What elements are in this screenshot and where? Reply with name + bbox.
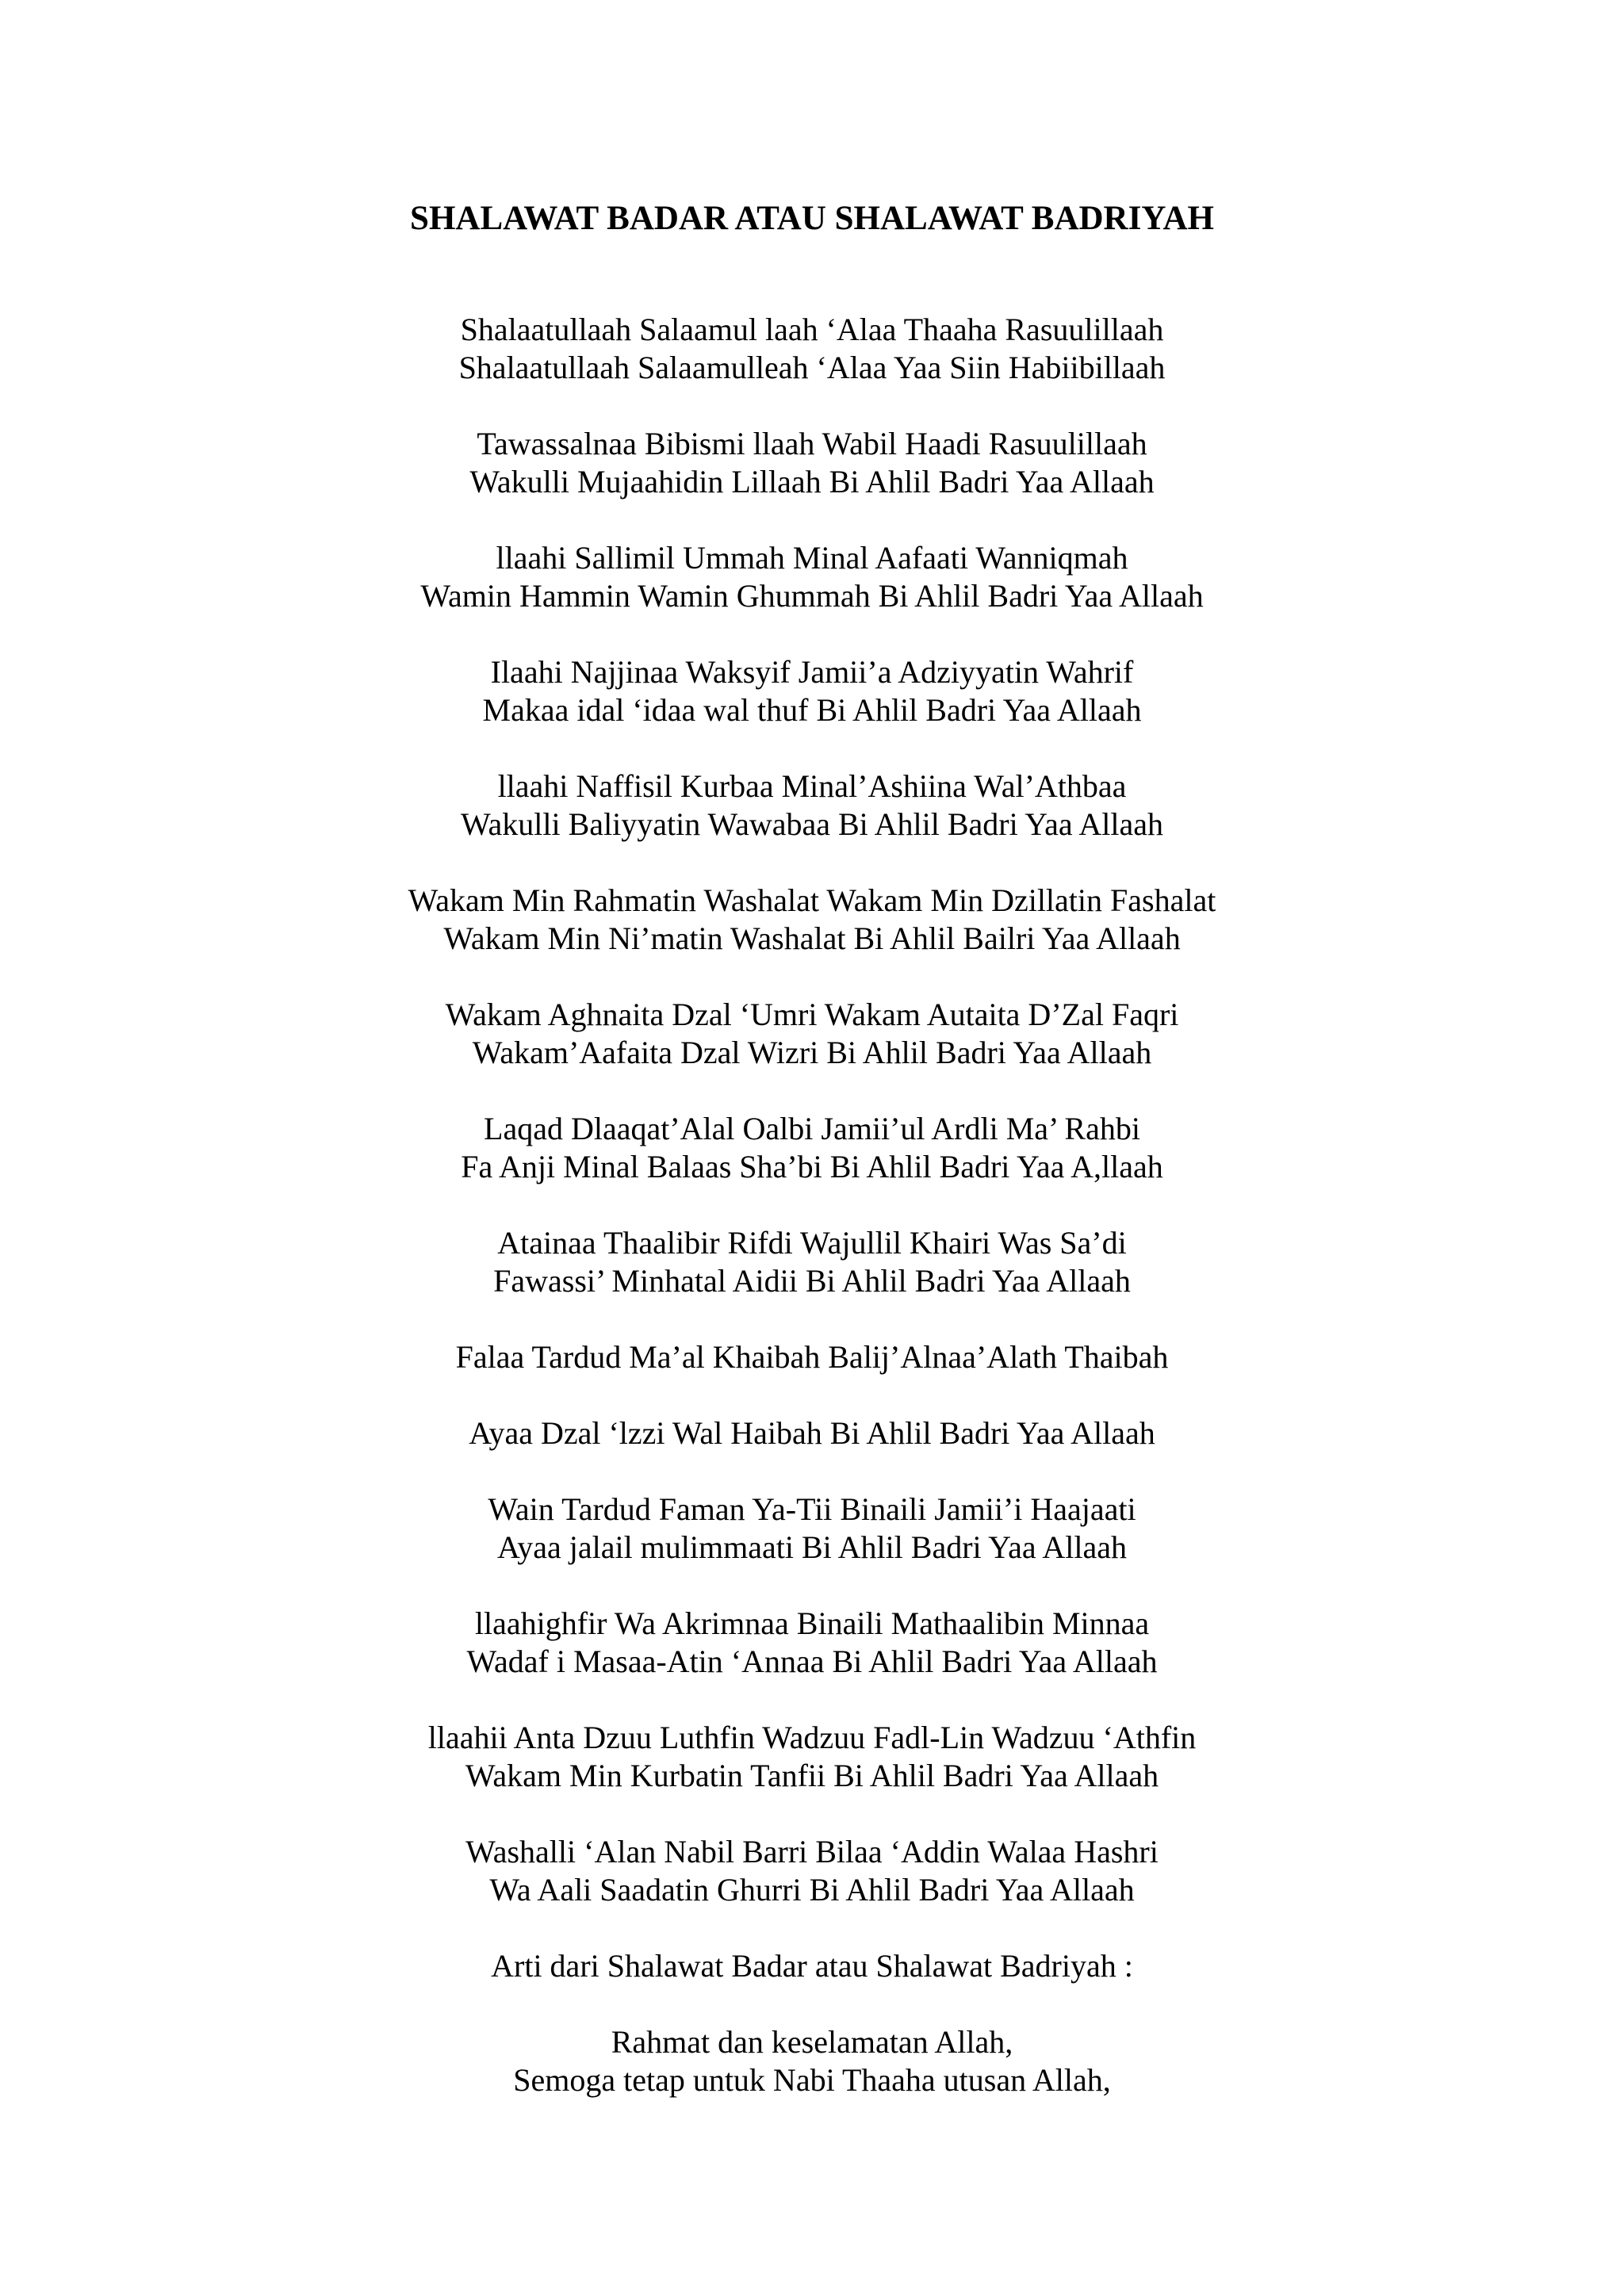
stanza — [0, 1947, 1624, 1985]
stanza-line: Tawassalnaa Bibismi llaah Wabil Haadi Rasuulillaah — [477, 426, 1147, 461]
stanza-line: Makaa idal ‘idaa wal thuf Bi Ahlil Badri Yaa Allaah — [482, 692, 1142, 728]
stanza-line: Laqad Dlaaqat’Alal Oalbi Jamii’ul Ardli Ma’ Rahbi — [484, 1111, 1140, 1146]
lyrics-body — [0, 311, 1624, 2137]
stanza — [0, 425, 1624, 501]
stanza-line: Wakam Min Rahmatin Washalat Wakam Min Dzillatin Fashalat — [408, 882, 1216, 918]
stanza-line: Ilaahi Najjinaa Waksyif Jamii’a Adziyyatin Wahrif — [490, 654, 1134, 690]
stanza-line: Wakam Min Ni’matin Washalat Bi Ahlil Bailri Yaa Allaah — [443, 920, 1181, 956]
stanza-line: Ayaa Dzal ‘lzzi Wal Haibah Bi Ahlil Badri Yaa Allaah — [469, 1415, 1155, 1451]
stanza-line: Wain Tardud Faman Ya-Tii Binaili Jamii’i Haajaati — [488, 1491, 1136, 1527]
stanza-line: Wa Aali Saadatin Ghurri Bi Ahlil Badri Yaa Allaah — [489, 1872, 1135, 1908]
stanza — [0, 996, 1624, 1072]
stanza — [0, 1605, 1624, 1681]
stanza-line: llaahi Sallimil Ummah Minal Aafaati Wanniqmah — [496, 540, 1128, 576]
stanza — [0, 1414, 1624, 1452]
stanza-line: Arti dari Shalawat Badar atau Shalawat Badriyah : — [491, 1948, 1133, 1984]
stanza-line: llaahi Naffisil Kurbaa Minal’Ashiina Wal’Athbaa — [497, 768, 1127, 804]
stanza — [0, 882, 1624, 958]
stanza-line: Wakulli Baliyyatin Wawabaa Bi Ahlil Badri Yaa Allaah — [460, 806, 1163, 842]
stanza-line: Wakam’Aafaita Dzal Wizri Bi Ahlil Badri Yaa Allaah — [472, 1035, 1152, 1070]
stanza — [0, 1224, 1624, 1300]
stanza-line: Wakam Min Kurbatin Tanfii Bi Ahlil Badri Yaa Allaah — [465, 1758, 1159, 1793]
stanza-line: Shalaatullaah Salaamul laah ‘Alaa Thaaha Rasuulillaah — [460, 312, 1164, 347]
stanza-line: llaahii Anta Dzuu Luthfin Wadzuu Fadl-Lin Wadzuu ‘Athfin — [427, 1720, 1197, 1755]
stanza — [0, 1719, 1624, 1795]
stanza-line: Ayaa jalail mulimmaati Bi Ahlil Badri Yaa Allaah — [497, 1529, 1127, 1565]
stanza-line: Washalli ‘Alan Nabil Barri Bilaa ‘Addin Walaa Hashri — [465, 1834, 1159, 1869]
page-title: SHALAWAT BADAR ATAU SHALAWAT BADRIYAH — [410, 200, 1214, 237]
stanza-line: Wakulli Mujaahidin Lillaah Bi Ahlil Badri Yaa Allaah — [469, 464, 1155, 499]
stanza — [0, 539, 1624, 615]
stanza-line: Wakam Aghnaita Dzal ‘Umri Wakam Autaita D’Zal Faqri — [445, 997, 1179, 1032]
stanza — [0, 653, 1624, 729]
stanza-line: Wadaf i Masaa-Atin ‘Annaa Bi Ahlil Badri Yaa Allaah — [466, 1644, 1158, 1679]
stanza — [0, 767, 1624, 844]
stanza-line: Wamin Hammin Wamin Ghummah Bi Ahlil Badri Yaa Allaah — [420, 578, 1204, 614]
stanza — [0, 1338, 1624, 1376]
stanza-line: Fa Anji Minal Balaas Sha’bi Bi Ahlil Badri Yaa A,llaah — [461, 1149, 1163, 1184]
stanza — [0, 311, 1624, 387]
stanza-line: Shalaatullaah Salaamulleah ‘Alaa Yaa Siin Habiibillaah — [458, 350, 1166, 385]
stanza-line: Semoga tetap untuk Nabi Thaaha utusan Allah, — [513, 2062, 1111, 2098]
stanza — [0, 1490, 1624, 1567]
stanza — [0, 1110, 1624, 1186]
stanza-line: Fawassi’ Minhatal Aidii Bi Ahlil Badri Yaa Allaah — [493, 1263, 1131, 1299]
stanza — [0, 2023, 1624, 2099]
stanza-line: Rahmat dan keselamatan Allah, — [611, 2024, 1013, 2060]
stanza — [0, 1833, 1624, 1909]
stanza-line: Falaa Tardud Ma’al Khaibah Balij’Alnaa’Alath Thaibah — [455, 1339, 1169, 1375]
stanza-line: Atainaa Thaalibir Rifdi Wajullil Khairi Was Sa’di — [497, 1225, 1127, 1261]
stanza-line: llaahighfir Wa Akrimnaa Binaili Mathaalibin Minnaa — [474, 1605, 1150, 1641]
